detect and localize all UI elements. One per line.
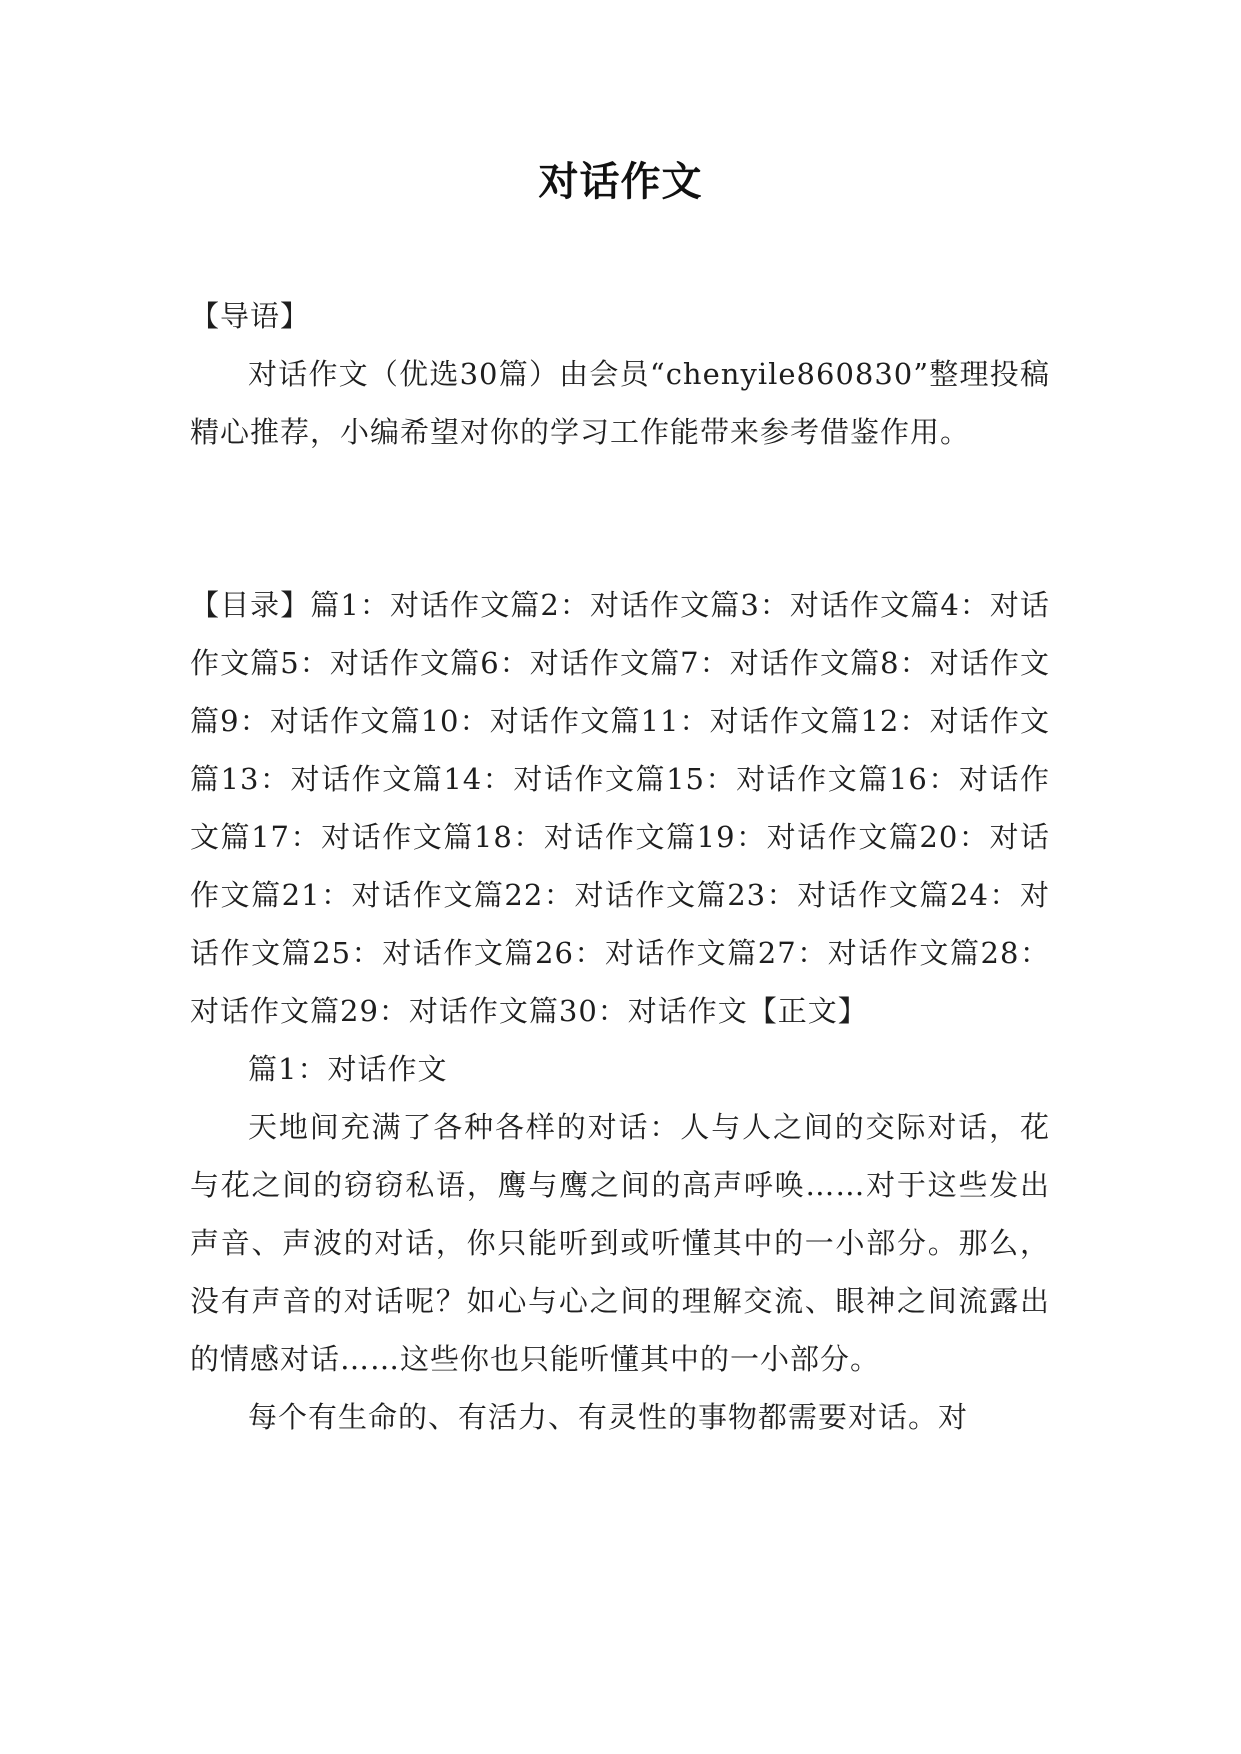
table-of-contents xyxy=(190,576,1050,1446)
article-paragraph-1: 天地间充满了各种各样的对话：人与人之间的交际对话，花与花之间的窃窃私语，鹰与鹰之间的高声呼唤……对于这些发出声音、声波的对话，你只能听到或听懂其中的一小部分。那么，没有声音的对话呢？如心与心之间的理解交流、眼神之间流露出的情感对话……这些你也只能听懂其中的一小部分。 xyxy=(190,1110,1050,1376)
article-paragraph-2: 每个有生命的、有活力、有灵性的事物都需要对话。对 xyxy=(248,1400,969,1434)
guide-heading: 【导语】 xyxy=(190,299,311,333)
article-heading: 篇1：对话作文 xyxy=(248,1052,448,1086)
page-title: 对话作文 xyxy=(538,159,703,205)
guide-paragraph: 对话作文（优选30篇）由会员“chenyile860830”整理投稿精心推荐，小编希望对你的学习工作能带来参考借鉴作用。 xyxy=(190,357,1050,449)
guide-text-block xyxy=(190,345,1050,461)
toc-paragraph: 【目录】篇1：对话作文篇2：对话作文篇3：对话作文篇4：对话作文篇5：对话作文篇6：对话作文篇7：对话作文篇8：对话作文篇9：对话作文篇10：对话作文篇11：对话作文篇12：对话作文篇13：对话作文篇14：对话作文篇15：对话作文篇16：对话作文篇17：对话作文篇18：对话作文篇19：对话作文篇20：对话作文篇21：对话作文篇22：对话作文篇23：对话作文篇24：对话作文篇25：对话作文篇26：对话作文篇27：对话作文篇28：对话作文篇29：对话作文篇30：对话作文【正文】 xyxy=(190,588,1050,1028)
guide-section xyxy=(190,287,1050,345)
